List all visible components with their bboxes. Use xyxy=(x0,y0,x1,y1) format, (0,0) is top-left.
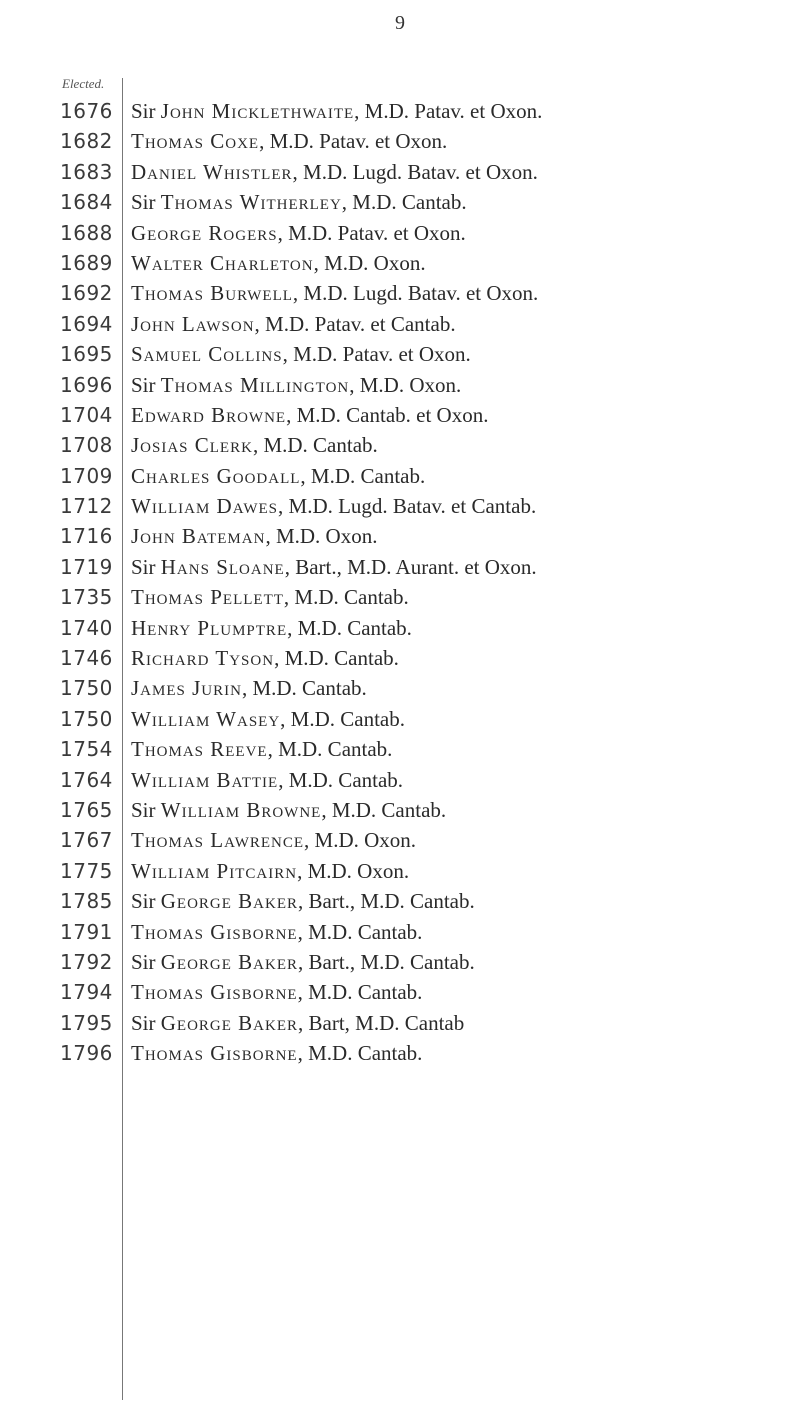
entry-text xyxy=(131,582,409,612)
elected-year: 1682 xyxy=(60,129,113,154)
entry-name: William Dawes xyxy=(131,494,279,519)
list-item xyxy=(0,582,800,612)
entry-name: Thomas Witherley xyxy=(160,190,342,215)
elected-year: 1684 xyxy=(60,190,113,215)
list-item xyxy=(0,886,800,916)
elected-year: 1708 xyxy=(60,433,113,458)
entry-name: Thomas Gisborne xyxy=(131,919,298,944)
list-item xyxy=(0,825,800,855)
entry-text xyxy=(131,157,538,187)
entry-degrees: , Bart., M.D. Cantab. xyxy=(298,889,475,914)
list-item xyxy=(0,278,800,308)
entry-text xyxy=(131,521,377,551)
entry-name: Samuel Collins xyxy=(131,342,283,367)
entry-text xyxy=(131,461,425,491)
entry-name: Charles Goodall xyxy=(131,463,301,488)
elected-year: 1696 xyxy=(60,372,113,397)
entry-text xyxy=(131,825,416,855)
list-item xyxy=(0,734,800,764)
elected-year: 1709 xyxy=(60,463,113,488)
elected-year: 1794 xyxy=(60,980,113,1005)
list-item xyxy=(0,856,800,886)
entry-text xyxy=(131,643,399,673)
elected-year: 1692 xyxy=(60,281,113,306)
entry-degrees: , M.D. Cantab. xyxy=(241,676,367,701)
entry-degrees: , M.D. Cantab. xyxy=(280,706,405,731)
list-item xyxy=(0,96,800,126)
entry-title-prefix: Sir xyxy=(131,190,161,215)
entry-degrees: , M.D. Oxon. xyxy=(265,524,378,549)
entry-degrees: , M.D. Patav. et Oxon. xyxy=(259,129,448,154)
page-number: 9 xyxy=(395,12,405,34)
entry-name: Henry Plumptre xyxy=(131,615,288,640)
entry-text xyxy=(131,126,447,156)
entry-name: Thomas Coxe xyxy=(131,129,260,154)
elected-year: 1754 xyxy=(60,737,113,762)
entry-degrees: , Bart., M.D. Cantab. xyxy=(298,949,475,974)
entry-name: John Lawson xyxy=(131,311,255,336)
entry-degrees: , M.D. Patav. et Cantab. xyxy=(254,311,456,336)
entry-text xyxy=(131,856,409,886)
elected-year: 1712 xyxy=(60,494,113,519)
list-item xyxy=(0,917,800,947)
entry-title-prefix: Sir xyxy=(131,1010,161,1035)
entry-degrees: , M.D. Cantab. xyxy=(283,585,409,610)
elected-year: 1791 xyxy=(60,919,113,944)
entry-name: George Rogers xyxy=(131,220,278,245)
entry-degrees: , M.D. Lugd. Batav. et Cantab. xyxy=(278,494,537,519)
list-item xyxy=(0,673,800,703)
entry-text xyxy=(131,278,538,308)
entry-name: John Micklethwaite xyxy=(160,99,355,123)
entry-degrees: , M.D. Patav. et Oxon. xyxy=(277,220,466,245)
entry-name: George Baker xyxy=(160,889,299,914)
entry-name: John Bateman xyxy=(131,524,266,549)
entry-degrees: , M.D. Oxon. xyxy=(297,858,410,883)
elected-year: 1785 xyxy=(60,889,113,914)
entry-degrees: , M.D. Cantab. xyxy=(267,737,393,762)
list-item xyxy=(0,613,800,643)
elected-year: 1695 xyxy=(60,342,113,367)
entry-name: Thomas Pellett xyxy=(131,585,284,610)
elected-column-header: Elected. xyxy=(62,76,105,91)
entry-name: Edward Browne xyxy=(131,402,287,427)
entry-degrees: , M.D. Lugd. Batav. et Oxon. xyxy=(292,159,538,184)
elected-year: 1750 xyxy=(60,706,113,731)
elected-year: 1704 xyxy=(60,402,113,427)
entry-text xyxy=(131,704,405,734)
entry-text xyxy=(131,187,467,217)
entry-name: Thomas Gisborne xyxy=(131,1041,298,1066)
entry-name: William Pitcairn xyxy=(131,858,298,883)
entry-degrees: , M.D. Cantab. xyxy=(274,646,399,671)
entry-name: Thomas Millington xyxy=(160,372,350,397)
elected-year: 1775 xyxy=(60,858,113,883)
entry-degrees: , M.D. Cantab. xyxy=(278,767,404,792)
elected-year: 1688 xyxy=(60,220,113,245)
list-item xyxy=(0,309,800,339)
entry-text xyxy=(131,765,403,795)
entry-degrees: , M.D. Cantab. xyxy=(341,190,467,215)
entry-text xyxy=(131,673,367,703)
entry-text xyxy=(131,339,471,369)
list-item xyxy=(0,400,800,430)
entry-text xyxy=(131,96,542,126)
entry-degrees: , M.D. Oxon. xyxy=(349,372,462,397)
list-item xyxy=(0,187,800,217)
elected-year: 1750 xyxy=(60,676,113,701)
elected-year: 1676 xyxy=(60,99,113,123)
list-item xyxy=(0,157,800,187)
entry-name: Thomas Lawrence xyxy=(131,828,305,853)
entry-name: Josias Clerk xyxy=(131,433,253,458)
entry-degrees: , M.D. Cantab. xyxy=(297,980,423,1005)
list-item xyxy=(0,461,800,491)
entry-title-prefix: Sir xyxy=(131,554,161,579)
elected-year: 1746 xyxy=(60,646,113,671)
list-item xyxy=(0,218,800,248)
entry-name: Thomas Reeve xyxy=(131,737,268,762)
entry-title-prefix: Sir xyxy=(131,372,161,397)
entry-degrees: , Bart, M.D. Cantab xyxy=(298,1010,465,1035)
entry-text xyxy=(131,309,456,339)
entry-text xyxy=(131,795,446,825)
entry-text xyxy=(131,218,466,248)
list-item xyxy=(0,430,800,460)
entry-title-prefix: Sir xyxy=(131,99,161,123)
list-item xyxy=(0,947,800,977)
entry-degrees: , M.D. Patav. et Oxon. xyxy=(354,99,543,123)
elected-year: 1689 xyxy=(60,250,113,275)
elected-year: 1719 xyxy=(60,554,113,579)
elected-year: 1716 xyxy=(60,524,113,549)
elected-year: 1694 xyxy=(60,311,113,336)
entry-text xyxy=(131,977,422,1007)
elected-year: 1735 xyxy=(60,585,113,610)
elected-year: 1740 xyxy=(60,615,113,640)
entry-name: Thomas Burwell xyxy=(131,281,293,306)
list-item xyxy=(0,552,800,582)
entry-text xyxy=(131,917,422,947)
list-item xyxy=(0,491,800,521)
entry-text xyxy=(131,886,475,916)
entry-text xyxy=(131,248,426,278)
entry-degrees: , M.D. Cantab. xyxy=(321,797,447,822)
entry-degrees: , M.D. Oxon. xyxy=(304,828,417,853)
entry-degrees: , M.D. Cantab. xyxy=(287,615,412,640)
elected-year: 1795 xyxy=(60,1010,113,1035)
entry-text xyxy=(131,370,461,400)
list-item xyxy=(0,704,800,734)
entry-title-prefix: Sir xyxy=(131,949,161,974)
entry-name: William Battie xyxy=(131,767,279,792)
elected-year: 1764 xyxy=(60,767,113,792)
entry-title-prefix: Sir xyxy=(131,889,161,914)
entry-name: Thomas Gisborne xyxy=(131,980,298,1005)
entry-name: James Jurin xyxy=(131,676,242,701)
entry-text xyxy=(131,430,378,460)
list-item xyxy=(0,339,800,369)
list-item xyxy=(0,977,800,1007)
entry-degrees: , M.D. Cantab. et Oxon. xyxy=(286,402,489,427)
entry-text xyxy=(131,491,536,521)
list-item xyxy=(0,1038,800,1068)
elected-year: 1792 xyxy=(60,949,113,974)
entry-name: Hans Sloane xyxy=(160,554,285,579)
entry-name: William Browne xyxy=(160,797,322,822)
entry-name: George Baker xyxy=(160,1010,299,1035)
list-item xyxy=(0,1008,800,1038)
entry-text xyxy=(131,734,392,764)
president-list xyxy=(0,96,800,1069)
list-item xyxy=(0,521,800,551)
entry-name: Walter Charleton xyxy=(131,250,314,275)
entry-name: Richard Tyson xyxy=(131,646,275,671)
entry-name: William Wasey xyxy=(131,706,281,731)
elected-year: 1683 xyxy=(60,159,113,184)
list-item xyxy=(0,248,800,278)
list-item xyxy=(0,370,800,400)
entry-degrees: , M.D. Cantab. xyxy=(300,463,426,488)
entry-degrees: , M.D. Cantab. xyxy=(252,433,378,458)
list-item xyxy=(0,765,800,795)
list-item xyxy=(0,795,800,825)
entry-text xyxy=(131,1038,422,1068)
entry-text xyxy=(131,1008,464,1038)
entry-degrees: , M.D. Patav. et Oxon. xyxy=(282,342,471,367)
entry-degrees: , M.D. Cantab. xyxy=(297,919,423,944)
entry-name: Daniel Whistler xyxy=(131,159,293,184)
entry-text xyxy=(131,613,412,643)
entry-degrees: , M.D. Oxon. xyxy=(313,250,426,275)
elected-year: 1796 xyxy=(60,1041,113,1066)
elected-year: 1767 xyxy=(60,828,113,853)
entry-text xyxy=(131,552,537,582)
elected-year: 1765 xyxy=(60,797,113,822)
entry-text xyxy=(131,400,488,430)
list-item xyxy=(0,126,800,156)
entry-name: George Baker xyxy=(160,949,299,974)
entry-text xyxy=(131,947,475,977)
entry-degrees: , M.D. Lugd. Batav. et Oxon. xyxy=(292,281,539,306)
list-item xyxy=(0,643,800,673)
entry-degrees: , M.D. Cantab. xyxy=(297,1041,423,1066)
entry-title-prefix: Sir xyxy=(131,797,161,822)
entry-degrees: , Bart., M.D. Aurant. et Oxon. xyxy=(284,554,537,579)
